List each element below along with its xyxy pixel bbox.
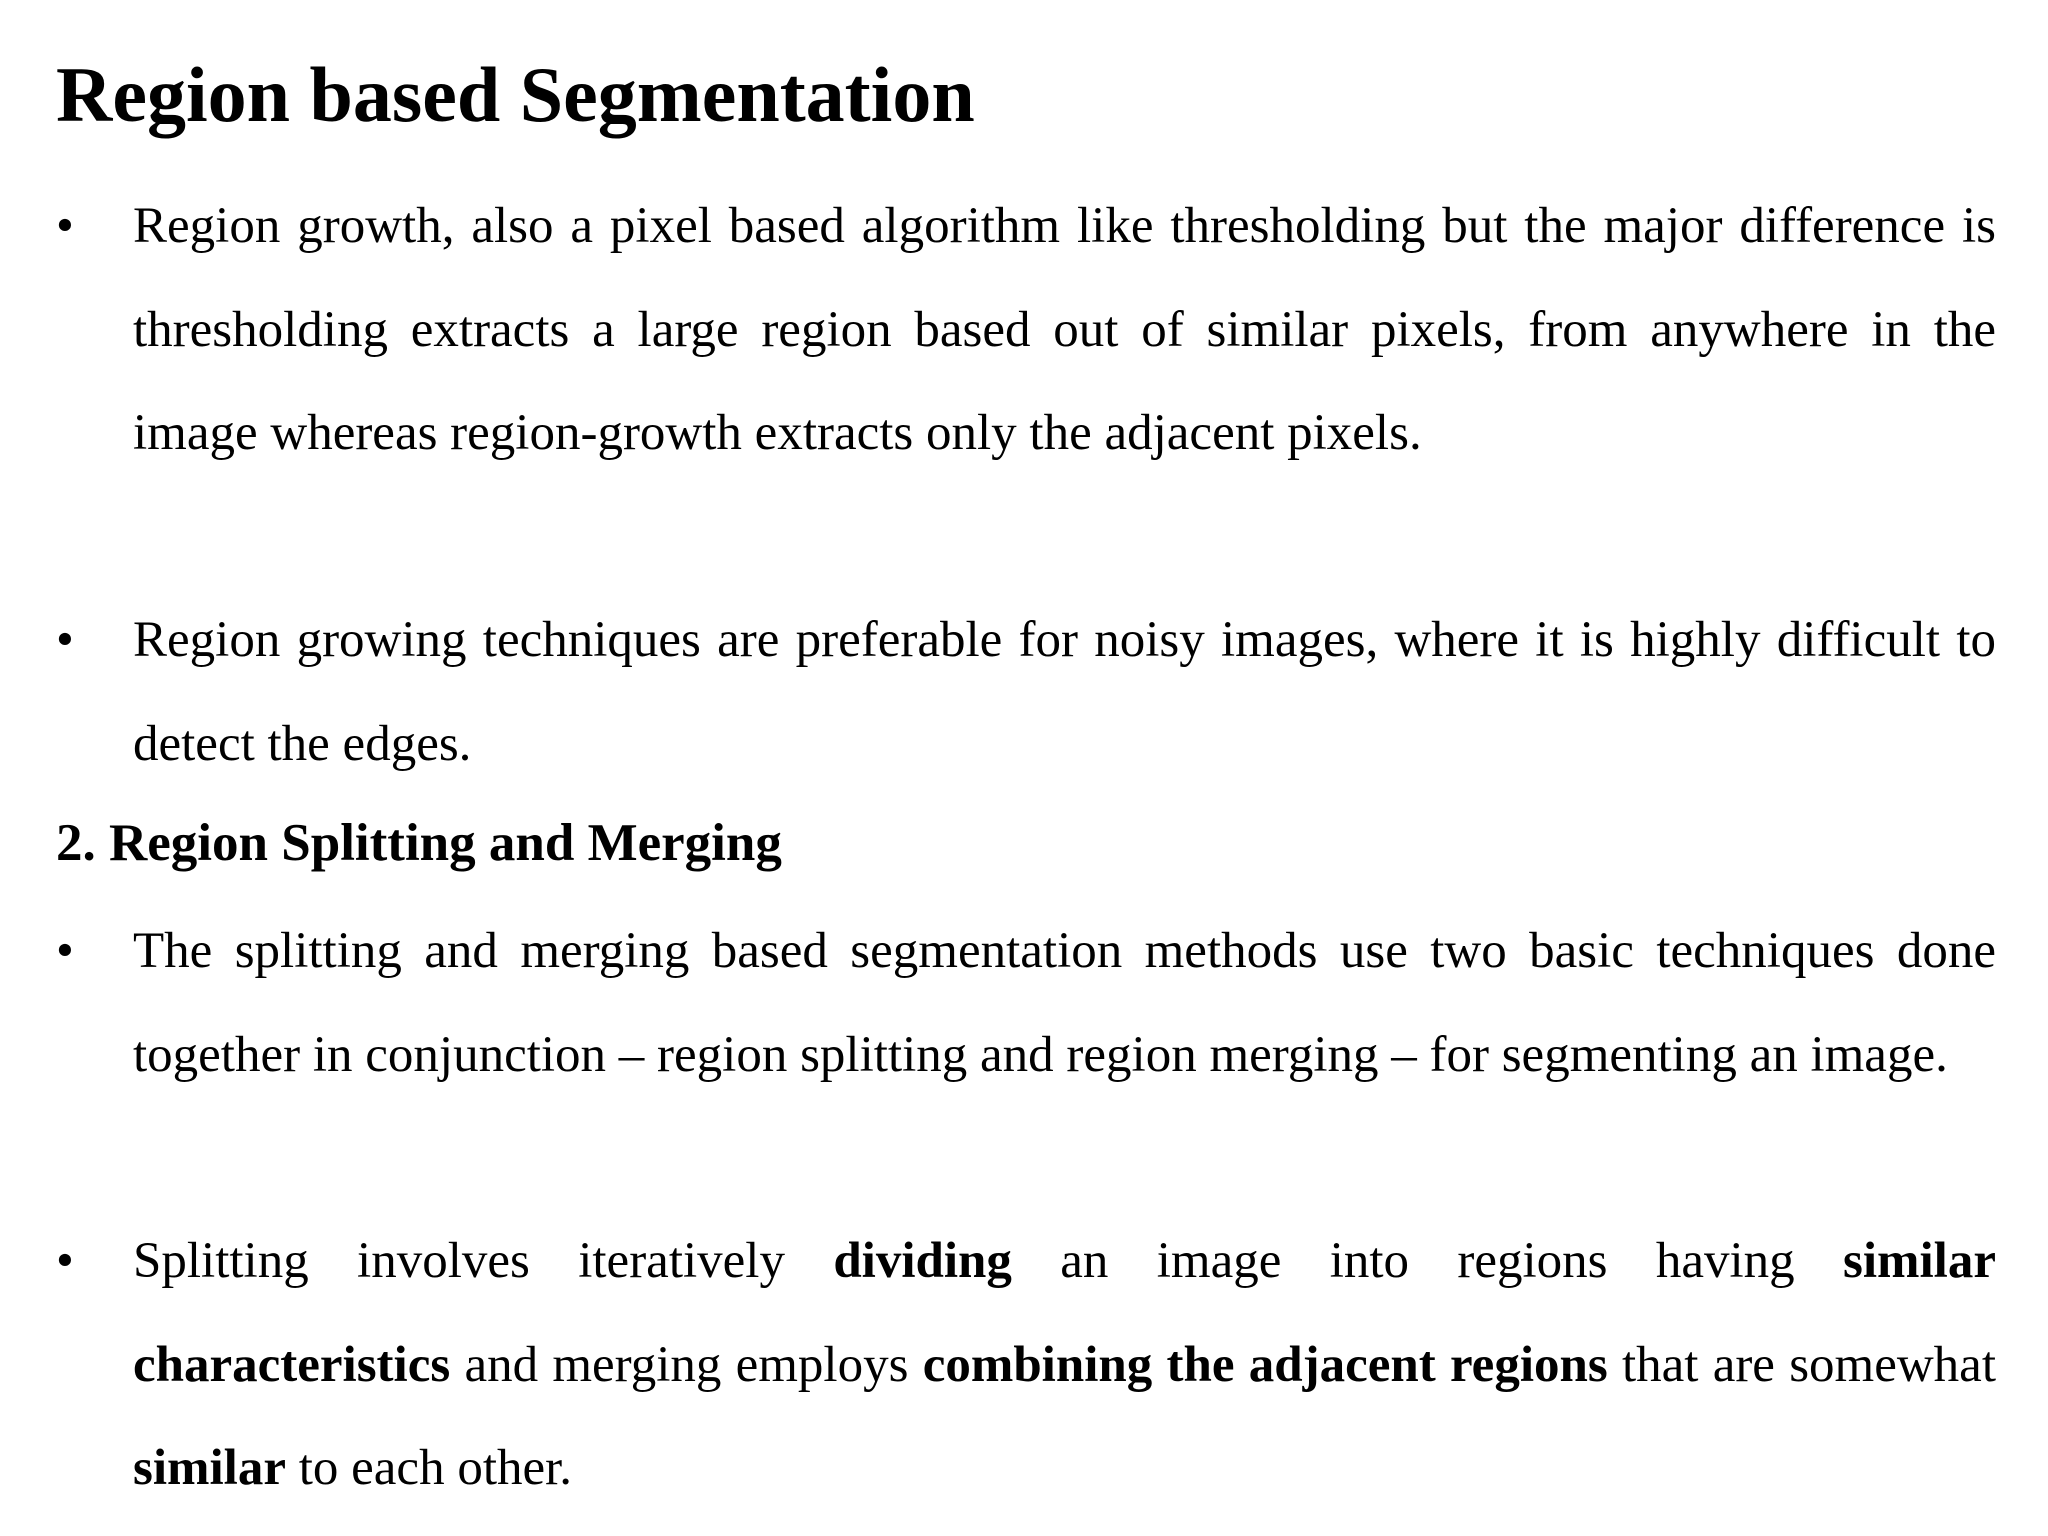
bullet-marker: • xyxy=(56,923,74,979)
bullet-text: Region growing techniques are preferable for noisy images, where it is highly difficult to detect the edges. xyxy=(133,612,1996,772)
bullet-item-region-growing-noisy xyxy=(56,589,1996,796)
text-segment: that are somewhat xyxy=(1607,1336,1996,1393)
bullet-marker: • xyxy=(56,612,74,668)
text-segment: to each other. xyxy=(285,1440,573,1496)
emphasis-similar-characteristics: similar characteristics xyxy=(133,1233,1996,1393)
bullet-text: Region growth, also a pixel based algorithm like thresholding but the major difference is thresholding extracts a large region based out of similar pixels, from anywhere in the image whereas region-growth extracts only the adjacent pixels. xyxy=(133,198,1996,461)
emphasis-similar: similar xyxy=(133,1440,286,1496)
page-title: Region based Segmentation xyxy=(56,51,975,138)
emphasis-combining-adjacent-regions: combining the adjacent regions xyxy=(922,1336,1608,1393)
section-heading: 2. Region Splitting and Merging xyxy=(56,814,782,872)
text-segment: Splitting involves iteratively xyxy=(133,1233,834,1289)
text-segment: an image into regions having xyxy=(1011,1233,1844,1289)
bullet-marker: • xyxy=(56,1233,74,1289)
text-segment: and merging employs xyxy=(450,1336,923,1393)
bullet-marker: • xyxy=(56,198,74,254)
bullet-text: The splitting and merging based segmentation methods use two basic techniques done together in conjunction – region splitting and region merging – for segmenting an image. xyxy=(133,923,1996,1083)
bullet-item-splitting-definition xyxy=(56,1210,1996,1521)
bullet-item-region-growth xyxy=(56,175,1996,486)
bullet-text xyxy=(133,1210,1996,1521)
bullet-item-splitting-merging xyxy=(56,900,1996,1107)
emphasis-dividing: dividing xyxy=(833,1233,1012,1289)
